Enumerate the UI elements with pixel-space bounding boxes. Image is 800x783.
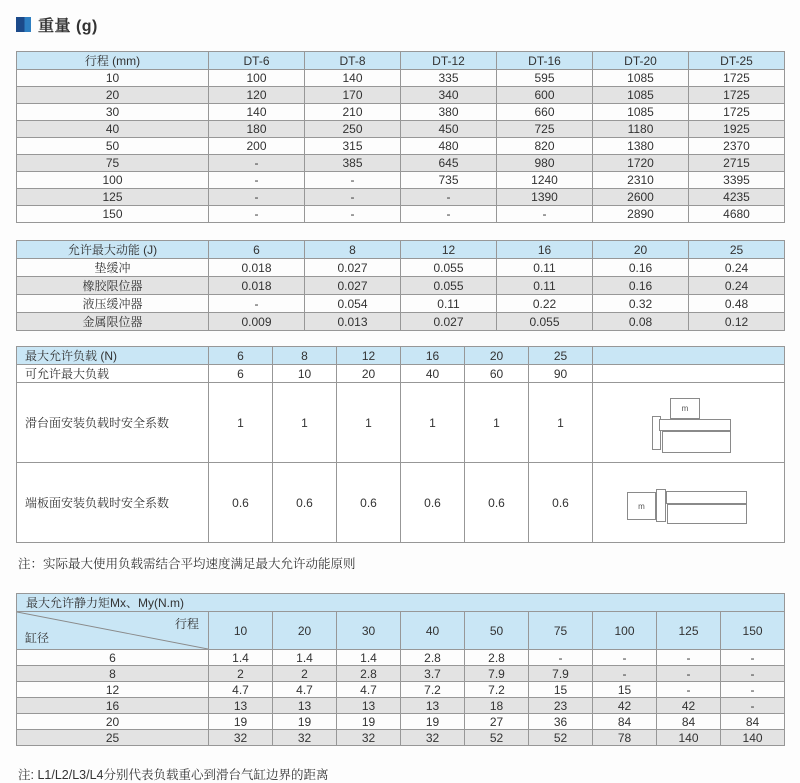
- table-cell: 1725: [689, 87, 785, 104]
- table-cell: 6: [209, 365, 273, 383]
- table-cell: 0.12: [689, 313, 785, 331]
- row-label: 30: [17, 104, 209, 121]
- section-marker-icon: [16, 17, 31, 32]
- table-cell: 0.018: [209, 259, 305, 277]
- table-cell: 660: [497, 104, 593, 121]
- table-cell: 2.8: [401, 650, 465, 666]
- table-cell: 8: [305, 241, 401, 259]
- table-cell: 595: [497, 70, 593, 87]
- table-cell: 980: [497, 155, 593, 172]
- table-cell: 1085: [593, 104, 689, 121]
- table-row: [17, 714, 785, 730]
- row-label: 6: [17, 650, 209, 666]
- table-cell: 1085: [593, 70, 689, 87]
- section-title-text: 重量 (g): [38, 18, 98, 35]
- table-row: [17, 172, 785, 189]
- row-label: 垫缓冲: [17, 259, 209, 277]
- row-label: 25: [17, 730, 209, 746]
- table-cell: 1380: [593, 138, 689, 155]
- table-cell: -: [657, 666, 721, 682]
- max-load-table: [16, 346, 785, 543]
- table-cell: 1390: [497, 189, 593, 206]
- table-header-row: [17, 52, 785, 70]
- slide-table-icon: [666, 491, 747, 504]
- table-cell: 27: [465, 714, 529, 730]
- table-cell: 0.6: [209, 463, 273, 543]
- table-cell: 6: [209, 241, 305, 259]
- table-cell: 1180: [593, 121, 689, 138]
- table-cell: 200: [209, 138, 305, 155]
- table-cell: 0.054: [305, 295, 401, 313]
- table-row: [17, 730, 785, 746]
- table-cell: 0.018: [209, 277, 305, 295]
- table-cell: 140: [209, 104, 305, 121]
- table-cell: DT-8: [305, 52, 401, 70]
- table-cell: 7.2: [465, 682, 529, 698]
- table-cell: DT-12: [401, 52, 497, 70]
- table-cell: 19: [337, 714, 401, 730]
- table-cell: 0.6: [529, 463, 593, 543]
- row-label: 10: [17, 70, 209, 87]
- table-cell: 335: [401, 70, 497, 87]
- table-cell: 7.9: [529, 666, 593, 682]
- table-cell: 50: [465, 612, 529, 650]
- table-cell: 84: [721, 714, 785, 730]
- table-row: [17, 104, 785, 121]
- table-cell: 23: [529, 698, 593, 714]
- table-cell: -: [401, 189, 497, 206]
- table-cell: 4235: [689, 189, 785, 206]
- table-cell: 7.2: [401, 682, 465, 698]
- table-cell: 0.009: [209, 313, 305, 331]
- row-label: 液压缓冲器: [17, 295, 209, 313]
- table-row: [17, 313, 785, 331]
- table-cell: 2715: [689, 155, 785, 172]
- table-cell: 0.6: [273, 463, 337, 543]
- table-cell: 15: [529, 682, 593, 698]
- table-cell: 78: [593, 730, 657, 746]
- table-cell: 1085: [593, 87, 689, 104]
- table-cell: 30: [337, 612, 401, 650]
- table-row: [17, 682, 785, 698]
- table-cell: 100: [593, 612, 657, 650]
- table-cell: 0.013: [305, 313, 401, 331]
- table-cell: 75: [529, 612, 593, 650]
- table-cell: 1925: [689, 121, 785, 138]
- table-cell: 60: [465, 365, 529, 383]
- table-cell: -: [593, 666, 657, 682]
- table-cell: 1720: [593, 155, 689, 172]
- table-title: 最大允许静力矩Mx、My(N.m): [17, 594, 785, 612]
- kinetic-energy-table: [16, 240, 785, 331]
- table-cell: 10: [273, 365, 337, 383]
- table-cell: 1.4: [209, 650, 273, 666]
- table-cell: -: [721, 650, 785, 666]
- weight-table: [16, 51, 785, 223]
- end-plate-mount-diagram-cell: [593, 463, 785, 543]
- table-cell: 2: [273, 666, 337, 682]
- table-cell: -: [305, 189, 401, 206]
- table-row: [17, 259, 785, 277]
- table-cell: 210: [305, 104, 401, 121]
- table-row: [17, 70, 785, 87]
- table-cell: 0.08: [593, 313, 689, 331]
- table-row: [17, 155, 785, 172]
- table-cell: 250: [305, 121, 401, 138]
- end-plate-icon: [656, 489, 666, 522]
- table-cell: 2370: [689, 138, 785, 155]
- table-row: [17, 666, 785, 682]
- table-cell: 2: [209, 666, 273, 682]
- table-cell: 140: [305, 70, 401, 87]
- table-cell: 0.11: [497, 259, 593, 277]
- table-cell: 13: [273, 698, 337, 714]
- table-title-row: [17, 594, 785, 612]
- table-cell: -: [209, 295, 305, 313]
- table-cell: 84: [657, 714, 721, 730]
- row-label: 可允许最大负载: [17, 365, 209, 383]
- table-cell: 735: [401, 172, 497, 189]
- table-cell: DT-6: [209, 52, 305, 70]
- table-cell: -: [209, 155, 305, 172]
- table-cell: 16: [497, 241, 593, 259]
- table-row: [17, 121, 785, 138]
- table-cell: 3.7: [401, 666, 465, 682]
- table-cell: 2.8: [465, 650, 529, 666]
- table-row: [17, 383, 785, 463]
- table-cell: 0.027: [305, 259, 401, 277]
- table-cell: 1: [465, 383, 529, 463]
- table-cell: -: [305, 206, 401, 223]
- table-cell: 18: [465, 698, 529, 714]
- table-cell: 1725: [689, 70, 785, 87]
- table-cell: 2.8: [337, 666, 401, 682]
- table-row: [17, 463, 785, 543]
- table-cell: 180: [209, 121, 305, 138]
- slide-table-mount-diagram: [593, 383, 784, 462]
- table-cell: 0.48: [689, 295, 785, 313]
- table-cell: 0.027: [305, 277, 401, 295]
- moment-table-body: [17, 650, 785, 746]
- table-cell: DT-16: [497, 52, 593, 70]
- table-cell: -: [209, 189, 305, 206]
- table-cell: 8: [273, 347, 337, 365]
- table-cell: 0.055: [401, 259, 497, 277]
- table-cell: 84: [593, 714, 657, 730]
- table-cell: 42: [593, 698, 657, 714]
- kinetic-note: 注：实际最大使用负载需结合平均速度满足最大允许动能原则: [18, 557, 356, 571]
- slide-table-icon: [659, 419, 731, 431]
- section-title: [16, 13, 784, 36]
- table-cell: 20: [273, 612, 337, 650]
- table-cell: 4.7: [209, 682, 273, 698]
- table-cell: 1: [401, 383, 465, 463]
- mass-block-icon: m: [670, 398, 700, 419]
- table-cell: 0.11: [401, 295, 497, 313]
- table-cell: -: [721, 698, 785, 714]
- table-cell: 19: [209, 714, 273, 730]
- table-row: [17, 365, 785, 383]
- table-header-row: [17, 612, 785, 650]
- row-label: 75: [17, 155, 209, 172]
- row-label: 150: [17, 206, 209, 223]
- table-cell: 0.24: [689, 259, 785, 277]
- table-cell: 12: [337, 347, 401, 365]
- bore-axis-label: 缸径: [25, 631, 50, 645]
- row-label: 16: [17, 698, 209, 714]
- table-cell: 315: [305, 138, 401, 155]
- mass-block-icon: m: [627, 492, 656, 520]
- spacer-cell: [593, 365, 785, 383]
- table-cell: 40: [401, 365, 465, 383]
- table-cell: 480: [401, 138, 497, 155]
- table-cell: 13: [337, 698, 401, 714]
- table-cell: 1725: [689, 104, 785, 121]
- kinetic-table-body: [17, 259, 785, 331]
- row-label: 12: [17, 682, 209, 698]
- table-cell: 4680: [689, 206, 785, 223]
- table-row: [17, 206, 785, 223]
- table-cell: 820: [497, 138, 593, 155]
- row-label: 橡胶限位器: [17, 277, 209, 295]
- table-cell: -: [721, 666, 785, 682]
- table-cell: 15: [593, 682, 657, 698]
- table-cell: 1: [337, 383, 401, 463]
- table-cell: 100: [209, 70, 305, 87]
- table-cell: 10: [209, 612, 273, 650]
- table-cell: 645: [401, 155, 497, 172]
- table-cell: 140: [721, 730, 785, 746]
- table-header-row: [17, 347, 785, 365]
- table-row: [17, 87, 785, 104]
- table-cell: 40: [401, 612, 465, 650]
- table-cell: 380: [401, 104, 497, 121]
- table-cell: 0.16: [593, 259, 689, 277]
- row-label: 20: [17, 87, 209, 104]
- table-row: [17, 650, 785, 666]
- row-label: 滑台面安装负载时安全系数: [17, 383, 209, 463]
- table-cell: 36: [529, 714, 593, 730]
- table-cell: -: [305, 172, 401, 189]
- table-cell: 52: [465, 730, 529, 746]
- table-cell: 32: [337, 730, 401, 746]
- cylinder-body-icon: [667, 504, 747, 524]
- column-header-stroke: 行程 (mm): [17, 52, 209, 70]
- table-cell: 385: [305, 155, 401, 172]
- table-cell: 0.6: [337, 463, 401, 543]
- table-cell: 90: [529, 365, 593, 383]
- table-cell: 170: [305, 87, 401, 104]
- table-cell: 20: [337, 365, 401, 383]
- table-row: [17, 698, 785, 714]
- table-cell: 4.7: [337, 682, 401, 698]
- table-cell: 25: [529, 347, 593, 365]
- table-cell: 125: [657, 612, 721, 650]
- table-cell: 20: [465, 347, 529, 365]
- table-cell: 32: [273, 730, 337, 746]
- table-cell: 4.7: [273, 682, 337, 698]
- table-cell: 7.9: [465, 666, 529, 682]
- table-cell: 1240: [497, 172, 593, 189]
- table-cell: 2310: [593, 172, 689, 189]
- table-header-row: [17, 241, 785, 259]
- table-cell: DT-20: [593, 52, 689, 70]
- table-cell: 13: [401, 698, 465, 714]
- table-cell: 0.027: [401, 313, 497, 331]
- row-label: 20: [17, 714, 209, 730]
- table-row: [17, 277, 785, 295]
- table-cell: 1: [529, 383, 593, 463]
- table-cell: 52: [529, 730, 593, 746]
- row-label: 50: [17, 138, 209, 155]
- column-header-kinetic: 允许最大动能 (J): [17, 241, 209, 259]
- table-cell: 19: [273, 714, 337, 730]
- table-cell: 450: [401, 121, 497, 138]
- table-cell: -: [657, 650, 721, 666]
- table-cell: 13: [209, 698, 273, 714]
- table-cell: 0.24: [689, 277, 785, 295]
- static-moment-table: [16, 593, 785, 746]
- table-row: [17, 189, 785, 206]
- cylinder-body-icon: [662, 431, 731, 453]
- table-cell: 1: [273, 383, 337, 463]
- table-cell: 600: [497, 87, 593, 104]
- table-cell: DT-25: [689, 52, 785, 70]
- table-cell: 32: [401, 730, 465, 746]
- table-cell: -: [497, 206, 593, 223]
- table-cell: 32: [209, 730, 273, 746]
- table-cell: -: [209, 206, 305, 223]
- diagonal-header-cell: [17, 612, 209, 650]
- table-cell: 0.055: [497, 313, 593, 331]
- table-cell: -: [593, 650, 657, 666]
- table-cell: 0.055: [401, 277, 497, 295]
- table-cell: 140: [657, 730, 721, 746]
- table-cell: 20: [593, 241, 689, 259]
- stroke-axis-label: 行程: [174, 617, 199, 631]
- table-cell: 150: [721, 612, 785, 650]
- table-cell: 2890: [593, 206, 689, 223]
- table-cell: 0.22: [497, 295, 593, 313]
- table-cell: 725: [497, 121, 593, 138]
- table-cell: 0.16: [593, 277, 689, 295]
- table-cell: 2600: [593, 189, 689, 206]
- table-row: [17, 138, 785, 155]
- table-cell: -: [209, 172, 305, 189]
- table-cell: -: [529, 650, 593, 666]
- table-cell: 42: [657, 698, 721, 714]
- table-cell: 25: [689, 241, 785, 259]
- table-cell: -: [721, 682, 785, 698]
- slide-mount-diagram-cell: [593, 383, 785, 463]
- table-cell: 6: [209, 347, 273, 365]
- row-label: 125: [17, 189, 209, 206]
- table-cell: 0.11: [497, 277, 593, 295]
- table-cell: 0.6: [401, 463, 465, 543]
- table-cell: 0.32: [593, 295, 689, 313]
- table-cell: -: [657, 682, 721, 698]
- table-cell: 1.4: [273, 650, 337, 666]
- moment-note: 注: L1/L2/L3/L4分别代表负载重心到滑台气缸边界的距离: [18, 768, 329, 782]
- table-row: [17, 295, 785, 313]
- table-cell: 19: [401, 714, 465, 730]
- table-cell: -: [401, 206, 497, 223]
- table-cell: 1: [209, 383, 273, 463]
- row-label: 40: [17, 121, 209, 138]
- end-plate-mount-diagram: [593, 463, 784, 542]
- table-cell: 1.4: [337, 650, 401, 666]
- table-cell: 12: [401, 241, 497, 259]
- row-label: 端板面安装负载时安全系数: [17, 463, 209, 543]
- table-cell: 0.6: [465, 463, 529, 543]
- column-header-load: 最大允许负载 (N): [17, 347, 209, 365]
- header-spacer-cell: [593, 347, 785, 365]
- weight-table-body: [17, 70, 785, 223]
- row-label: 100: [17, 172, 209, 189]
- table-cell: 340: [401, 87, 497, 104]
- table-cell: 3395: [689, 172, 785, 189]
- row-label: 金属限位器: [17, 313, 209, 331]
- table-cell: 120: [209, 87, 305, 104]
- row-label: 8: [17, 666, 209, 682]
- table-cell: 16: [401, 347, 465, 365]
